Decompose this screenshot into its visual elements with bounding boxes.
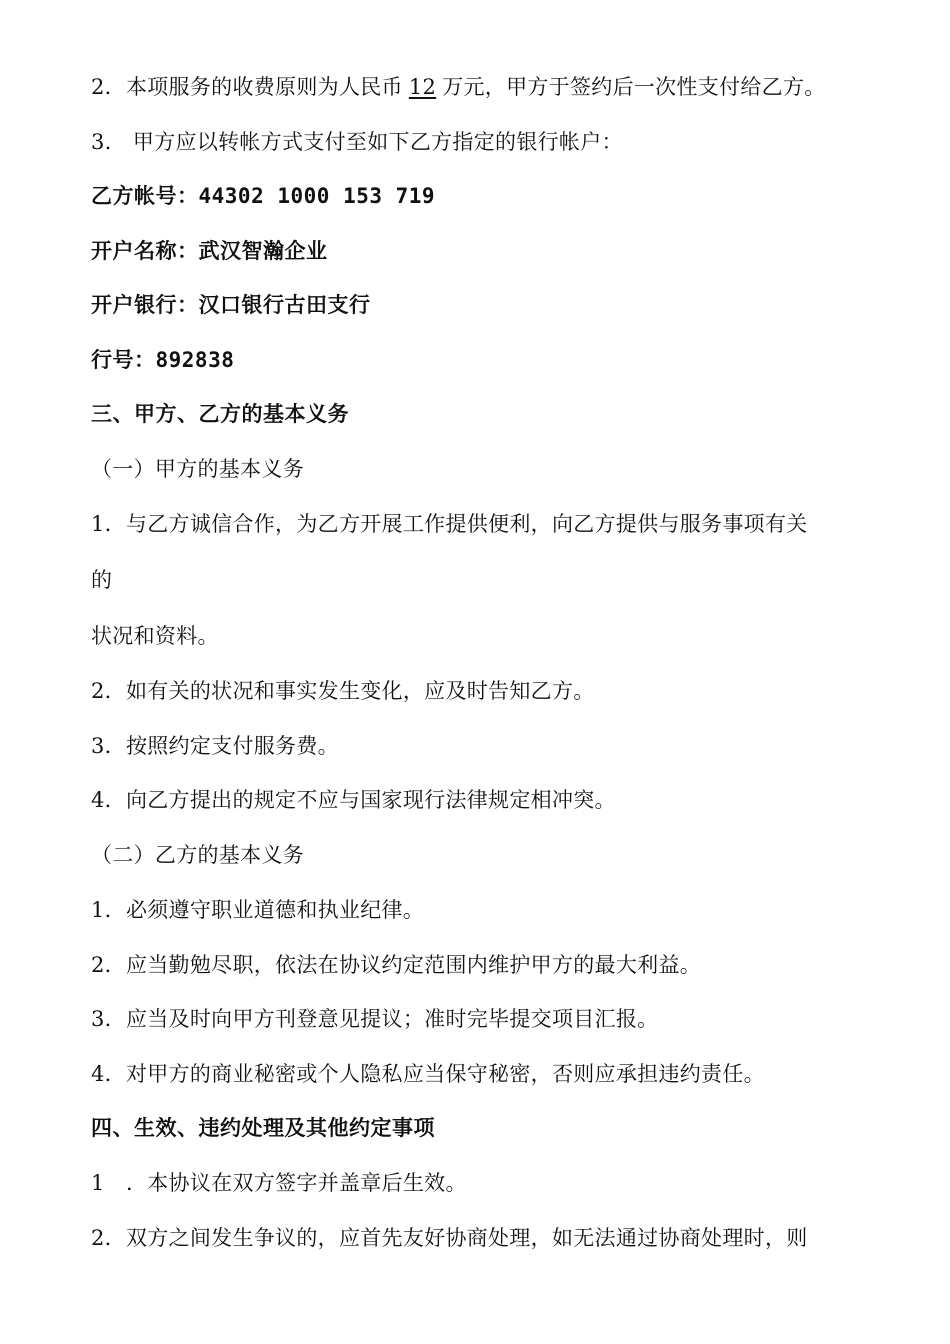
section-3-heading: 三、甲方、乙方的基本义务 xyxy=(91,402,349,426)
account-number-line xyxy=(91,182,435,210)
bank-code-value: 892838 xyxy=(155,348,235,372)
account-number-label: 乙方帐号： xyxy=(91,184,199,208)
party-b-item-3: 3．应当及时向甲方刊登意见提议；准时完毕提交项目汇报。 xyxy=(91,1007,659,1031)
bank-name-label: 开户银行： xyxy=(91,293,199,317)
party-b-heading: （二）乙方的基本义务 xyxy=(91,843,304,867)
party-b-item-2: 2．应当勤勉尽职，依法在协议约定范围内维护甲方的最大利益。 xyxy=(91,953,702,977)
bank-code-line xyxy=(91,346,234,374)
party-a-item-1-line-3: 状况和资料。 xyxy=(91,624,219,648)
section-4-heading: 四、生效、违约处理及其他约定事项 xyxy=(91,1116,435,1140)
account-name-label: 开户名称： xyxy=(91,239,199,263)
fee-amount: 12 xyxy=(408,75,437,99)
party-a-item-4: 4．向乙方提出的规定不应与国家现行法律规定相冲突。 xyxy=(91,788,616,812)
section-4-item-1: 1 ．本协议在双方签字并盖章后生效。 xyxy=(91,1171,467,1195)
party-a-item-2: 2．如有关的状况和事实发生变化，应及时告知乙方。 xyxy=(91,679,595,703)
fee-prefix: 2．本项服务的收费原则为人民币 xyxy=(91,75,403,99)
party-b-item-4: 4．对甲方的商业秘密或个人隐私应当保守秘密，否则应承担违约责任。 xyxy=(91,1062,765,1086)
bank-name-value: 汉口银行古田支行 xyxy=(198,293,371,317)
party-b-item-1: 1．必须遵守职业道德和执业纪律。 xyxy=(91,898,425,922)
section-4-item-2: 2．双方之间发生争议的，应首先友好协商处理，如无法通过协商处理时，则 xyxy=(91,1226,808,1250)
party-a-item-1-line-2: 的 xyxy=(91,568,113,592)
payment-method-clause: 3. 甲方应以转帐方式支付至如下乙方指定的银行帐户： xyxy=(91,130,623,154)
bank-name-line xyxy=(91,291,371,319)
account-name-value: 武汉智瀚企业 xyxy=(198,239,328,263)
party-a-heading: （一）甲方的基本义务 xyxy=(91,457,304,481)
fee-suffix: 万元，甲方于签约后一次性支付给乙方。 xyxy=(442,75,826,99)
party-a-item-3: 3．按照约定支付服务费。 xyxy=(91,734,339,758)
account-name-line xyxy=(91,237,328,265)
account-number-value: 44302 1000 153 719 xyxy=(198,184,436,208)
bank-code-label: 行号： xyxy=(91,348,156,372)
fee-clause xyxy=(91,73,826,101)
party-a-item-1-line-1: 1．与乙方诚信合作，为乙方开展工作提供便利，向乙方提供与服务事项有关 xyxy=(91,512,808,536)
